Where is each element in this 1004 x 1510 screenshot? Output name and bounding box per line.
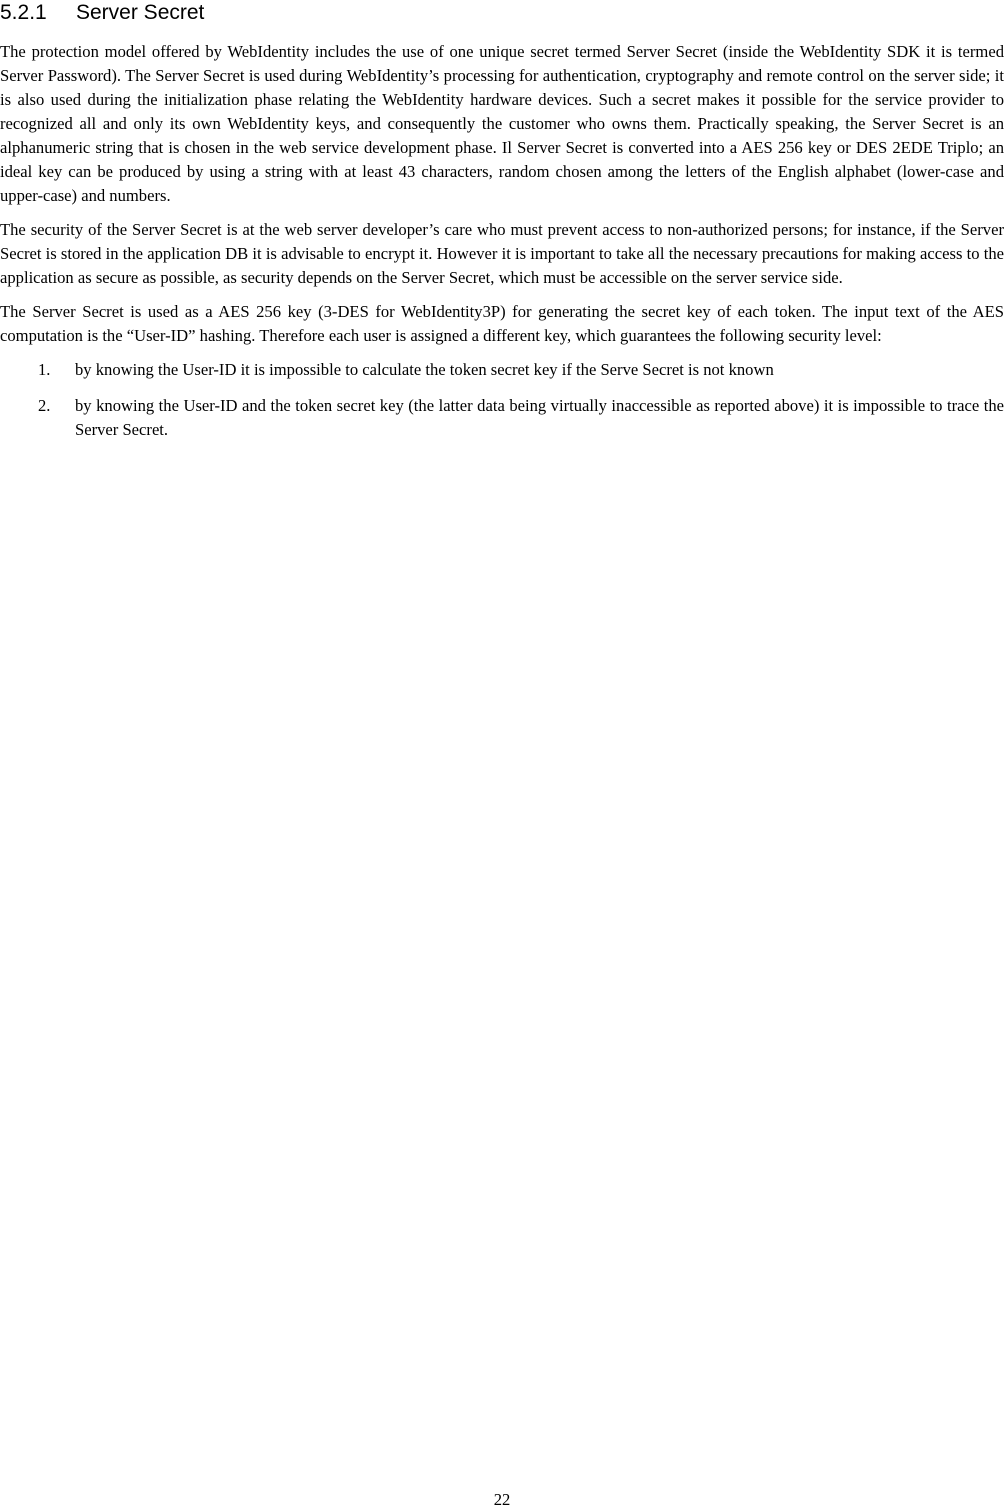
section-heading (0, 0, 204, 26)
list-item-marker: 2. (38, 396, 51, 415)
section-title: Server Secret (76, 1, 205, 24)
page-number: 22 (493, 1490, 511, 1509)
security-level-list (0, 358, 1004, 442)
section-number: 5.2.1 (0, 1, 47, 24)
list-item-marker: 1. (38, 360, 51, 379)
section-body (0, 40, 1004, 454)
list-item (0, 394, 1004, 442)
paragraph-server-secret-security: The security of the Server Secret is at the web server developer’s care who must prevent access to non-authorized persons; for instance, if the Server Secret is stored in the application DB it is advisable to encrypt it. However it is important to take all the necessary precautions for making access to the application as secure as possible, as security depends on the Server Secret, which must be accessible on the server service side. (0, 220, 1004, 287)
list-item-text: by knowing the User-ID it is impossible to calculate the token secret key if the Serve Secret is not known (75, 360, 774, 379)
list-item-text: by knowing the User-ID and the token secret key (the latter data being virtually inaccessible as reported above) it is impossible to trace the Server Secret. (75, 396, 1004, 439)
list-item (0, 358, 1004, 382)
paragraph-server-secret-aes: The Server Secret is used as a AES 256 key (3-DES for WebIdentity3P) for generating the secret key of each token. The input text of the AES computation is the “User-ID” hashing. Therefore each user is assigned a different key, which guarantees the following security level: (0, 302, 1004, 345)
paragraph-server-secret-intro: The protection model offered by WebIdentity includes the use of one unique secret termed Server Secret (inside the WebIdentity SDK it is termed Server Password). The Server Secret is used during WebIdentity’s processing for authentication, cryptography and remote control on the server side; it is also used during the initialization phase relating the WebIdentity hardware devices. Such a secret makes it possible for the service provider to recognized all and only its own WebIdentity keys, and consequently the customer who owns them. Practically speaking, the Server Secret is an alphanumeric string that is chosen in the web service development phase. Il Server Secret is converted into a AES 256 key or DES 2EDE Triplo; an ideal key can be produced by using a string with at least 43 characters, random chosen among the letters of the English alphabet (lower-case and upper-case) and numbers. (0, 42, 1004, 205)
